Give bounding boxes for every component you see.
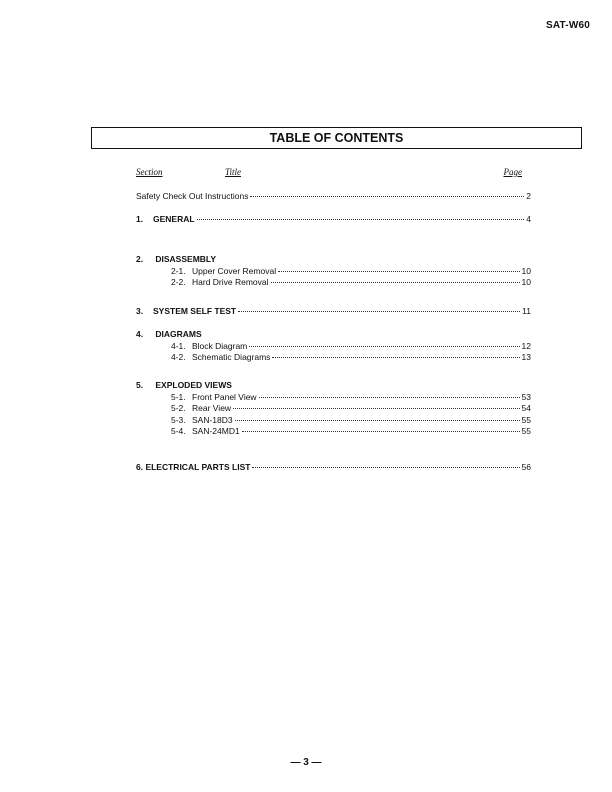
toc-label: SYSTEM SELF TEST xyxy=(153,306,237,316)
section-heading xyxy=(136,254,531,266)
subsection-number: 4-2. xyxy=(171,352,186,362)
toc-entry[interactable] xyxy=(136,277,531,289)
toc-page: 53 xyxy=(521,391,531,402)
toc-entry-self-test[interactable] xyxy=(136,306,531,318)
toc-page: 2 xyxy=(526,191,531,201)
toc-label: Hard Drive Removal xyxy=(192,277,269,287)
toc-label: GENERAL xyxy=(153,214,195,224)
toc-page: 11 xyxy=(522,306,531,316)
section-title: DIAGRAMS xyxy=(155,329,202,339)
section-number: 5. xyxy=(136,380,144,390)
toc-page: 12 xyxy=(521,340,531,351)
section-number: 3. xyxy=(136,306,144,316)
toc-page: 54 xyxy=(521,403,531,413)
header-page: Page xyxy=(503,167,522,177)
header-title: Title xyxy=(225,167,242,177)
toc-page: 10 xyxy=(521,265,531,276)
page-number-footer: — 3 — xyxy=(290,757,322,768)
toc-label: Rear View xyxy=(192,403,232,413)
leader-dots xyxy=(259,397,520,398)
toc-title-box xyxy=(91,127,582,149)
section-number: 4. xyxy=(136,329,144,339)
toc-label: Safety Check Out Instructions xyxy=(136,191,249,201)
toc-label: Schematic Diagrams xyxy=(192,352,271,362)
leader-dots xyxy=(252,467,519,468)
subsection-number: 5-4. xyxy=(171,426,186,436)
toc-label: Upper Cover Removal xyxy=(192,265,277,276)
leader-dots xyxy=(272,357,519,358)
toc-section-diagrams xyxy=(136,329,531,364)
toc-page: 56 xyxy=(521,462,531,472)
toc-entry[interactable] xyxy=(136,392,531,404)
toc-entry[interactable] xyxy=(136,403,531,415)
subsection-number: 2-2. xyxy=(171,277,186,287)
toc-entry[interactable] xyxy=(136,266,531,278)
toc-entry[interactable] xyxy=(136,352,531,364)
leader-dots xyxy=(238,311,520,312)
leader-dots xyxy=(197,219,525,220)
section-heading xyxy=(136,329,531,341)
subsection-number: 4-1. xyxy=(171,340,186,351)
subsection-number: 5-3. xyxy=(171,414,186,425)
section-title: DISASSEMBLY xyxy=(155,254,216,264)
toc-section-exploded-views xyxy=(136,380,531,438)
leader-dots xyxy=(278,271,519,272)
toc-entry-electrical-parts[interactable] xyxy=(136,462,531,474)
toc-title: TABLE OF CONTENTS xyxy=(269,131,404,145)
toc-entry[interactable] xyxy=(136,426,531,438)
toc-page: 55 xyxy=(521,426,531,436)
section-heading xyxy=(136,380,531,392)
toc-entry-safety[interactable] xyxy=(136,191,531,203)
leader-dots xyxy=(242,431,520,432)
toc-entry[interactable] xyxy=(136,341,531,353)
model-number: SAT-W60 xyxy=(546,20,590,31)
toc-page: 4 xyxy=(526,214,531,224)
toc-entry[interactable] xyxy=(136,415,531,427)
subsection-number: 5-1. xyxy=(171,391,186,402)
toc-section-disassembly xyxy=(136,254,531,289)
toc-page: 13 xyxy=(521,352,531,362)
subsection-number: 5-2. xyxy=(171,403,186,413)
toc-entry-general[interactable] xyxy=(136,214,531,226)
leader-dots xyxy=(250,196,524,197)
section-number: 1. xyxy=(136,214,144,224)
header-section: Section xyxy=(136,167,163,177)
toc-page: 55 xyxy=(521,414,531,425)
leader-dots xyxy=(235,420,520,421)
section-number: 2. xyxy=(136,254,144,264)
leader-dots xyxy=(271,282,520,283)
toc-label: 6. ELECTRICAL PARTS LIST xyxy=(136,462,251,472)
subsection-number: 2-1. xyxy=(171,265,186,276)
toc-label: SAN-18D3 xyxy=(192,414,233,425)
toc-label: Block Diagram xyxy=(192,340,248,351)
toc-label: Front Panel View xyxy=(192,391,257,402)
section-title: EXPLODED VIEWS xyxy=(155,380,232,390)
toc-page: 10 xyxy=(521,277,531,287)
leader-dots xyxy=(249,346,519,347)
leader-dots xyxy=(233,408,519,409)
toc-label: SAN-24MD1 xyxy=(192,426,240,436)
